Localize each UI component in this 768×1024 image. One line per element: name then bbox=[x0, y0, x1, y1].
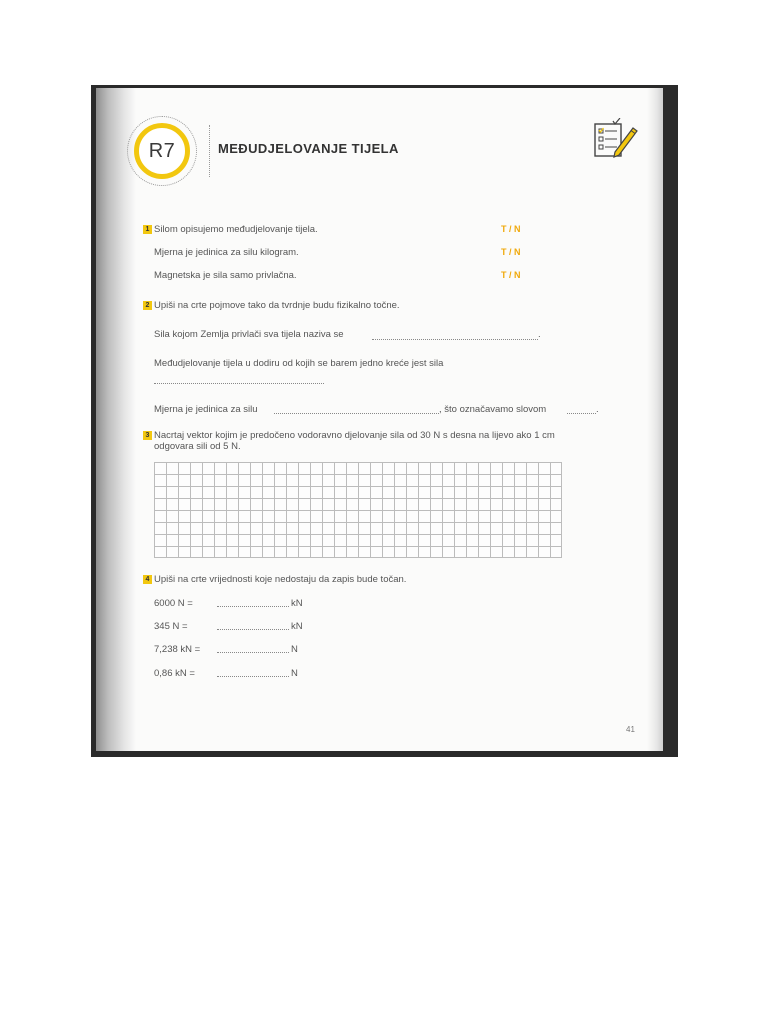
conversion-left-4: 0,86 kN = bbox=[154, 668, 195, 679]
page-gutter-shadow bbox=[96, 88, 136, 751]
chapter-badge bbox=[134, 123, 190, 179]
checklist-pencil-icon bbox=[593, 118, 639, 160]
page-title: MEĐUDJELOVANJE TIJELA bbox=[218, 141, 399, 156]
page-number: 41 bbox=[626, 725, 635, 734]
answer-line-unit[interactable] bbox=[274, 413, 439, 414]
task2-sentence-3b: , što označavamo slovom bbox=[439, 404, 547, 415]
answer-line-symbol[interactable] bbox=[567, 413, 596, 414]
task2-sentence-1-end: . bbox=[538, 329, 541, 340]
task1-statement-1: Silom opisujemo međudjelovanje tijela. bbox=[154, 224, 318, 235]
task2-sentence-3a: Mjerna je jedinica za silu bbox=[154, 404, 258, 415]
answer-line-friction[interactable] bbox=[154, 383, 324, 384]
task2-sentence-2: Međudjelovanje tijela u dodiru od kojih se barem jedno kreće jest sila bbox=[154, 358, 444, 369]
workbook-page bbox=[96, 88, 663, 751]
true-false-choice-2[interactable]: T / N bbox=[501, 247, 521, 257]
task2-sentence-3-end: . bbox=[596, 404, 599, 415]
task-number-4: 4 bbox=[143, 575, 152, 584]
conversion-answer-1[interactable] bbox=[217, 606, 289, 607]
true-false-choice-3[interactable]: T / N bbox=[501, 270, 521, 280]
conversion-unit-4: N bbox=[291, 668, 298, 679]
conversion-unit-2: kN bbox=[291, 621, 303, 632]
task1-statement-2: Mjerna je jedinica za silu kilogram. bbox=[154, 247, 299, 258]
true-false-choice-1[interactable]: T / N bbox=[501, 224, 521, 234]
task3-instruction-line-2: odgovara sili od 5 N. bbox=[154, 441, 241, 452]
conversion-unit-1: kN bbox=[291, 598, 303, 609]
task2-sentence-1: Sila kojom Zemlja privlači sva tijela naziva se bbox=[154, 329, 344, 340]
page-edge-shadow bbox=[647, 88, 663, 751]
answer-line-gravity[interactable] bbox=[372, 339, 538, 340]
task-number-3: 3 bbox=[143, 431, 152, 440]
conversion-left-3: 7,238 kN = bbox=[154, 644, 201, 655]
conversion-answer-4[interactable] bbox=[217, 676, 289, 677]
task-number-1: 1 bbox=[143, 225, 152, 234]
task3-instruction-line-1: Nacrtaj vektor kojim je predočeno vodoravno djelovanje sila od 30 N s desna na lijevo ako 1 cm bbox=[154, 430, 555, 441]
conversion-unit-3: N bbox=[291, 644, 298, 655]
chapter-badge-label: R7 bbox=[148, 139, 176, 162]
conversion-left-2: 345 N = bbox=[154, 621, 188, 632]
conversion-answer-2[interactable] bbox=[217, 629, 289, 630]
task-number-2: 2 bbox=[143, 301, 152, 310]
task4-instruction: Upiši na crte vrijednosti koje nedostaju da zapis bude točan. bbox=[154, 574, 407, 585]
conversion-answer-3[interactable] bbox=[217, 652, 289, 653]
task2-instruction: Upiši na crte pojmove tako da tvrdnje budu fizikalno točne. bbox=[154, 300, 400, 311]
header-divider bbox=[209, 125, 210, 177]
task1-statement-3: Magnetska je sila samo privlačna. bbox=[154, 270, 297, 281]
conversion-left-1: 6000 N = bbox=[154, 598, 193, 609]
drawing-grid[interactable] bbox=[154, 462, 562, 558]
